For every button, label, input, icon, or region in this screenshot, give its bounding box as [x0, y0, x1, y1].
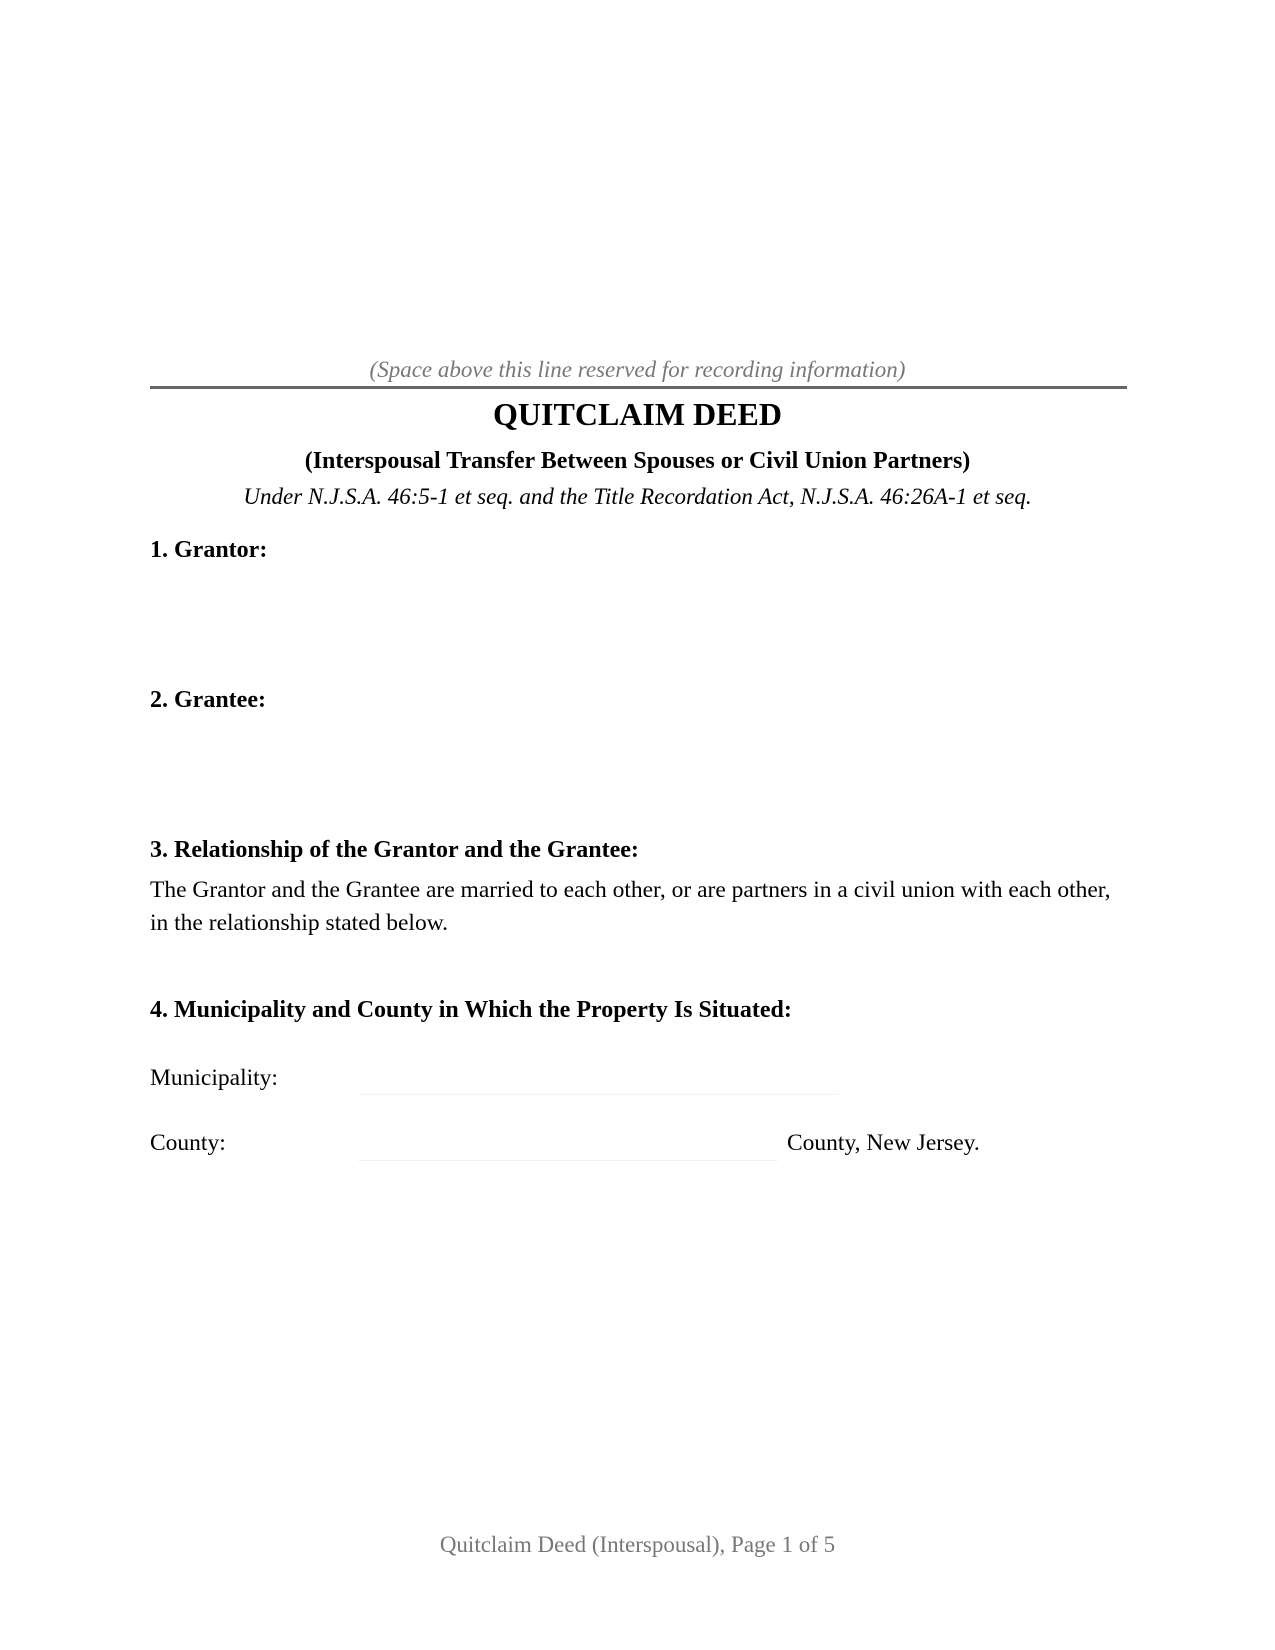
location-heading: 4. Municipality and County in Which the Property Is Situated:	[150, 997, 792, 1023]
county-label: County:	[150, 1130, 226, 1156]
grantor-heading: 1. Grantor:	[150, 537, 268, 563]
recording-space-note: (Space above this line reserved for recording information)	[369, 357, 906, 382]
grantee-heading: 2. Grantee:	[150, 687, 266, 713]
municipality-field[interactable]	[358, 1094, 838, 1095]
page-footer: Quitclaim Deed (Interspousal), Page 1 of 5	[439, 1532, 836, 1557]
document-subtitle: (Interspousal Transfer Between Spouses or Civil Union Partners)	[304, 448, 971, 474]
document-title: QUITCLAIM DEED	[493, 396, 782, 432]
relationship-paragraph: The Grantor and the Grantee are married to each other, or are partners in a civil union with each other, in the relationship stated below.	[150, 877, 1111, 936]
statute-reference: Under N.J.S.A. 46:5-1 et seq. and the Title Recordation Act, N.J.S.A. 46:26A-1 et seq.	[243, 484, 1032, 509]
county-field[interactable]	[358, 1160, 778, 1161]
county-suffix-text: County, New Jersey.	[787, 1130, 980, 1156]
relationship-heading: 3. Relationship of the Grantor and the Grantee:	[150, 837, 639, 863]
municipality-label: Municipality:	[150, 1065, 278, 1091]
recording-divider-line	[150, 386, 1127, 389]
